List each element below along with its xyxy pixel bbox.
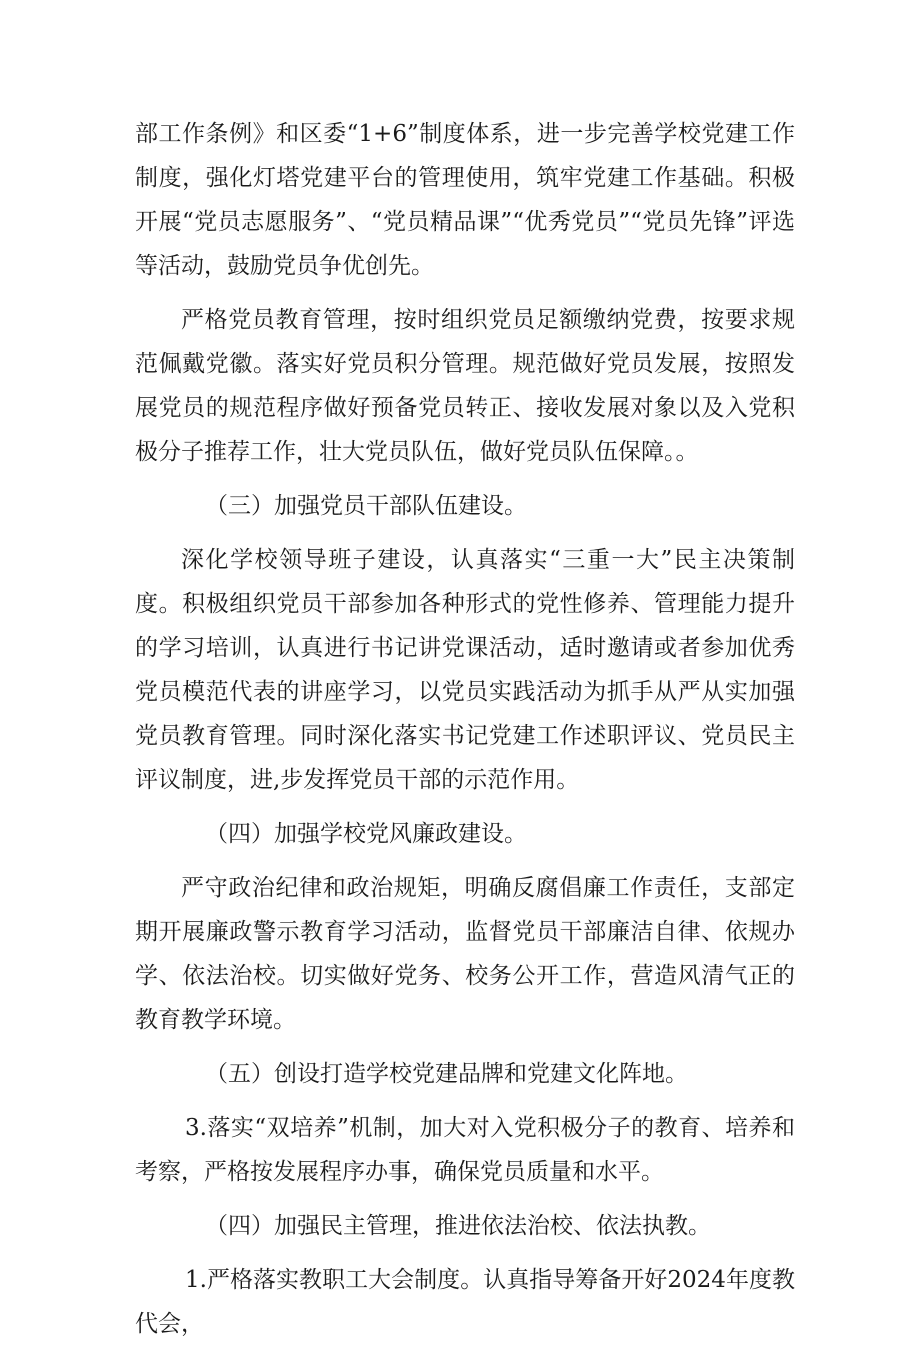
section-heading-cadre-team: （三）加强党员干部队伍建设。: [205, 493, 527, 519]
paragraph-party-rules: 部工作条例》和区委“1+6”制度体系，进一步完善学校党建工作制度，强化灯塔党建平台的管理使用，筑牢党建工作基础。积极开展“党员志愿服务”、“党员精品课”“优秀党员”“党员先锋”评选等活动，鼓励党员争优创先。: [135, 121, 795, 279]
paragraph-leadership-building: 深化学校领导班子建设，认真落实“三重一大”民主决策制度。积极组织党员干部参加各种形式的党性修养、管理能力提升的学习培训，认真进行书记讲党课活动，适时邀请或者参加优秀党员模范代表的讲座学习，以党员实践活动为抓手从严从实加强党员教育管理。同时深化落实书记党建工作述职评议、党员民主评议制度，进,步发挥党员干部的示范作用。: [135, 547, 795, 793]
document-body: [135, 112, 795, 1356]
section-heading-democratic-management: （四）加强民主管理，推进依法治校、依法执教。: [205, 1213, 711, 1239]
paragraph-staff-congress: 1.严格落实教职工大会制度。认真指导筹备开好2024年度教代会，: [135, 1267, 795, 1337]
section-heading-clean-government: （四）加强学校党风廉政建设。: [205, 821, 527, 847]
section-heading-party-brand: （五）创设打造学校党建品牌和党建文化阵地。: [205, 1061, 688, 1087]
paragraph-double-training: 3.落实“双培养”机制，加大对入党积极分子的教育、培养和考察，严格按发展程序办事，确保党员质量和水平。: [135, 1115, 795, 1185]
paragraph-discipline: 严守政治纪律和政治规矩，明确反腐倡廉工作责任，支部定期开展廉政警示教育学习活动，监督党员干部廉洁自律、依规办学、依法治校。切实做好党务、校务公开工作，营造风清气正的教育教学环境。: [135, 875, 795, 1033]
paragraph-member-education: 严格党员教育管理，按时组织党员足额缴纳党费，按要求规范佩戴党徽。落实好党员积分管理。规范做好党员发展，按照发展党员的规范程序做好预备党员转正、接收发展对象以及入党积极分子推荐工作，壮大党员队伍，做好党员队伍保障。。: [135, 307, 795, 465]
